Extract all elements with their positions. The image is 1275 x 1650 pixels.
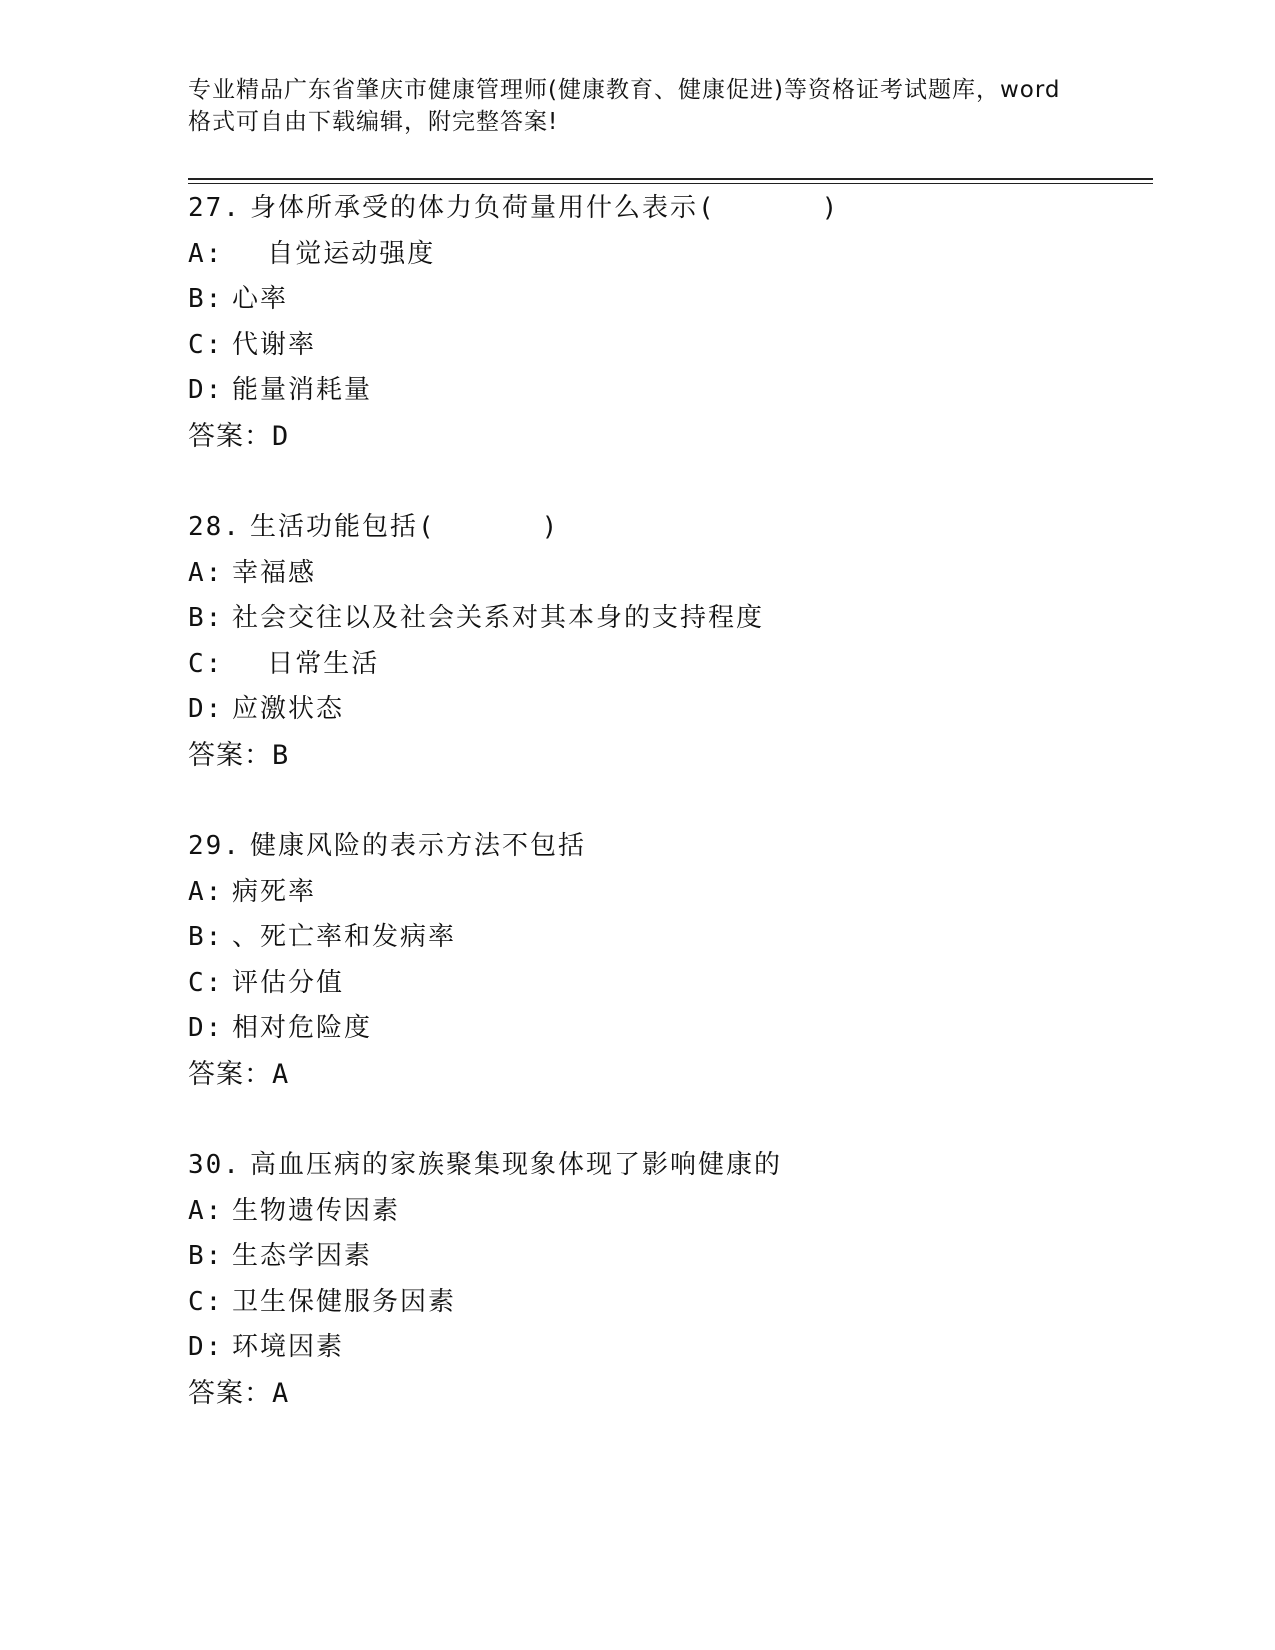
question-stem: [188, 505, 1148, 551]
option-text: 生态学因素: [232, 1241, 373, 1272]
question-number: 28.: [188, 512, 241, 542]
answer-value: B: [272, 739, 290, 771]
question-number: 30.: [188, 1150, 241, 1180]
option-key: A:: [188, 238, 224, 269]
question-text: 健康风险的表示方法不包括: [250, 831, 587, 861]
option-text: 自觉运动强度: [232, 238, 436, 269]
option-text: 环境因素: [232, 1332, 345, 1363]
option-key: C:: [188, 329, 224, 360]
answer-line: [188, 1371, 1148, 1417]
option-text: 日常生活: [232, 648, 380, 679]
question-28: [188, 505, 1148, 779]
option-key: B:: [188, 1241, 224, 1272]
answer-line: [188, 414, 1148, 460]
option-text: 生物遗传因素: [232, 1195, 401, 1226]
answer-label: 答案：: [188, 420, 272, 452]
option-text: 心率: [232, 284, 289, 315]
option-c: [188, 323, 1148, 369]
option-key: A:: [188, 1195, 224, 1226]
question-27: [188, 186, 1148, 460]
answer-value: D: [272, 420, 290, 452]
answer-value: A: [272, 1377, 290, 1409]
question-30: [188, 1143, 1148, 1417]
option-key: C:: [188, 967, 224, 998]
option-c: [188, 642, 1148, 688]
option-b: [188, 915, 1148, 961]
option-key: B:: [188, 284, 224, 315]
option-key: D:: [188, 1332, 224, 1363]
header-line-1: 专业精品广东省肇庆市健康管理师(健康教育、健康促进)等资格证考试题库，word: [188, 77, 1061, 103]
question-text: 高血压病的家族聚集现象体现了影响健康的: [250, 1150, 783, 1180]
option-text: 应激状态: [232, 694, 345, 725]
header-divider: [188, 178, 1153, 180]
option-b: [188, 1234, 1148, 1280]
option-c: [188, 1280, 1148, 1326]
question-number: 27.: [188, 193, 241, 223]
option-text: 幸福感: [232, 557, 317, 588]
option-key: D:: [188, 1013, 224, 1044]
answer-value: A: [272, 1058, 290, 1090]
question-29: [188, 824, 1148, 1098]
option-text: 病死率: [232, 876, 317, 907]
option-key: C:: [188, 648, 224, 679]
option-key: B:: [188, 603, 224, 634]
option-d: [188, 687, 1148, 733]
option-a: [188, 870, 1148, 916]
option-b: [188, 596, 1148, 642]
option-a: [188, 1189, 1148, 1235]
option-d: [188, 1006, 1148, 1052]
document-header: [188, 74, 1088, 138]
question-number: 29.: [188, 831, 241, 861]
option-key: A:: [188, 876, 224, 907]
header-line-2: 格式可自由下载编辑，附完整答案!: [188, 109, 559, 135]
answer-line: [188, 733, 1148, 779]
option-text: 卫生保健服务因素: [232, 1286, 457, 1317]
option-d: [188, 368, 1148, 414]
option-text: 代谢率: [232, 329, 317, 360]
option-c: [188, 961, 1148, 1007]
answer-label: 答案：: [188, 1058, 272, 1090]
option-key: D:: [188, 694, 224, 725]
option-d: [188, 1325, 1148, 1371]
answer-label: 答案：: [188, 1377, 272, 1409]
option-a: [188, 232, 1148, 278]
answer-line: [188, 1052, 1148, 1098]
option-text: 社会交往以及社会关系对其本身的支持程度: [232, 603, 765, 634]
option-key: B:: [188, 922, 224, 953]
header-divider-thin: [188, 183, 1153, 184]
question-text: 身体所承受的体力负荷量用什么表示( ): [250, 193, 840, 223]
question-stem: [188, 186, 1148, 232]
question-stem: [188, 824, 1148, 870]
question-stem: [188, 1143, 1148, 1189]
option-text: 评估分值: [232, 967, 345, 998]
option-key: C:: [188, 1286, 224, 1317]
option-text: 能量消耗量: [232, 375, 373, 406]
answer-label: 答案：: [188, 739, 272, 771]
option-a: [188, 551, 1148, 597]
option-b: [188, 277, 1148, 323]
option-key: D:: [188, 375, 224, 406]
option-text: 、死亡率和发病率: [232, 922, 457, 953]
option-key: A:: [188, 557, 224, 588]
option-text: 相对危险度: [232, 1013, 373, 1044]
question-text: 生活功能包括( ): [250, 512, 560, 542]
